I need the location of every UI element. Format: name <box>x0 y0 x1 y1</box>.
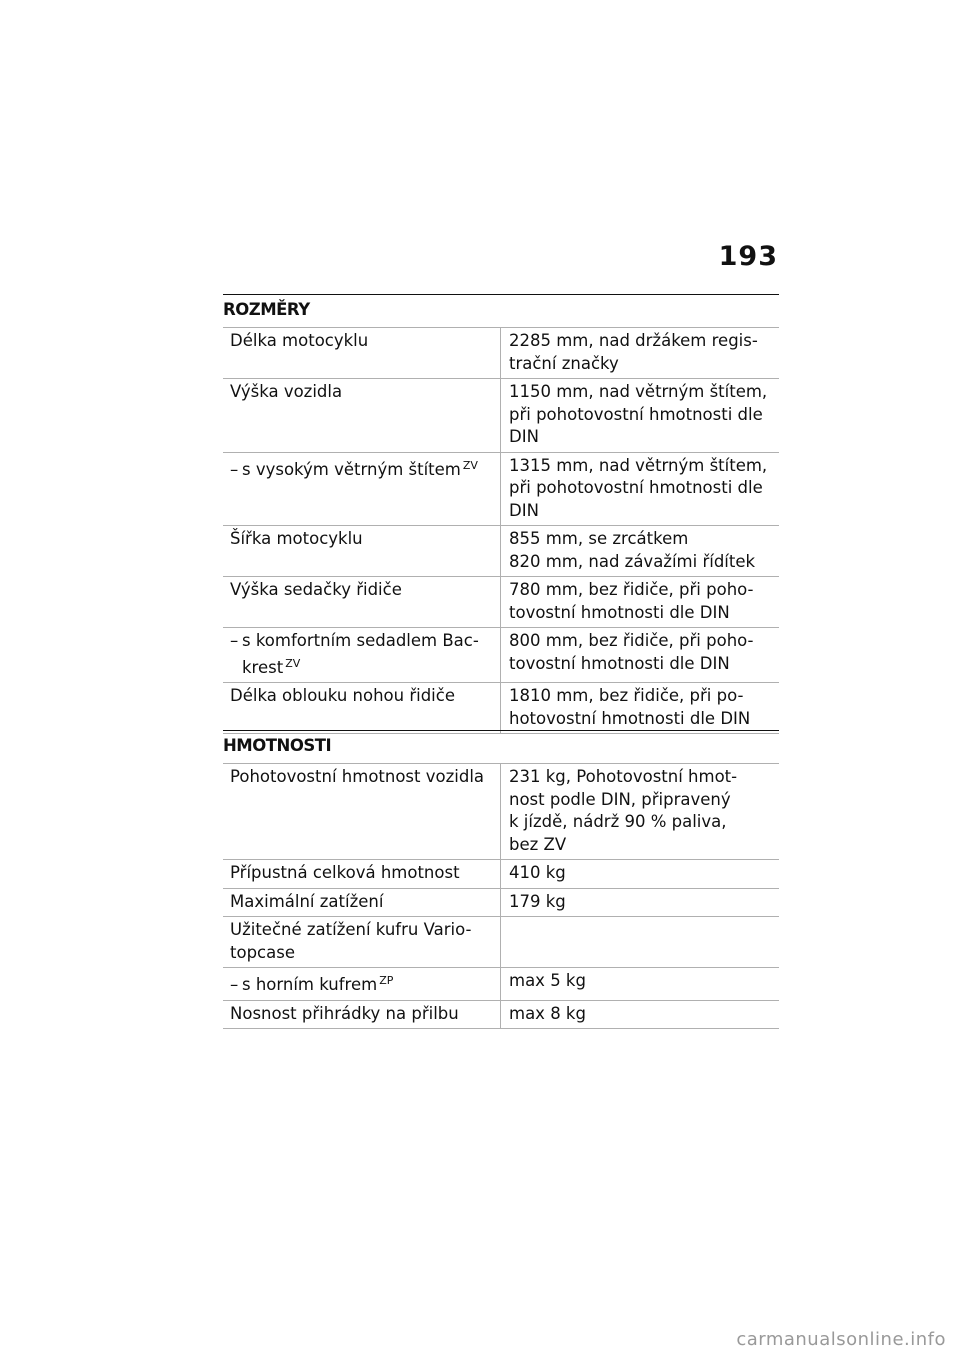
spec-label <box>230 767 484 786</box>
table-row <box>223 683 779 734</box>
spec-label-text: s komfortním sedadlem Bac- <box>242 631 479 650</box>
spec-value-line: 179 kg <box>509 891 566 911</box>
spec-label <box>230 580 402 599</box>
spec-label-cell <box>223 577 501 628</box>
table-row <box>223 888 779 917</box>
spec-label-text: s vysokým větrným štítem <box>242 459 461 479</box>
spec-value-line: 2285 mm, nad držákem regis- <box>509 331 758 350</box>
spec-value-line: bez ZV <box>509 834 567 854</box>
dash-marker: – <box>230 459 239 479</box>
spec-value-cell <box>501 452 780 526</box>
spec-value-line: tovostní hmotnosti dle DIN <box>509 602 730 622</box>
spec-label-cell <box>223 968 501 1001</box>
table-row <box>223 379 779 453</box>
spec-label-cell <box>223 526 501 577</box>
spec-value-line: 1315 mm, nad větrným štítem, <box>509 455 768 475</box>
spec-value-line: 820 mm, nad závažími řídítek <box>509 551 756 571</box>
spec-label-cell <box>223 888 501 917</box>
spec-value-line: k jízdě, nádrž 90 % paliva, <box>509 812 727 831</box>
spec-value-line: 231 kg, Pohotovostní hmot- <box>509 767 738 786</box>
spec-value-line: při pohotovostní hmotnosti dle <box>509 478 763 497</box>
spec-value-line: při pohotovostní hmotnosti dle <box>509 404 763 424</box>
spec-label-text: Výška sedačky řidiče <box>230 580 402 599</box>
table-row <box>223 968 779 1001</box>
spec-label-text: Nosnost přihrádky na přilbu <box>230 1003 459 1023</box>
spec-label-text: Pohotovostní hmotnost vozidla <box>230 767 485 786</box>
spec-label-cell <box>223 628 501 683</box>
spec-label-text: Délka oblouku nohou řidiče <box>230 686 455 705</box>
spec-value-cell <box>501 577 780 628</box>
spec-label-cell <box>223 917 501 968</box>
spec-value-cell <box>501 888 780 917</box>
spec-value-line: 800 mm, bez řidiče, při poho- <box>509 631 754 650</box>
spec-value-cell <box>501 628 780 683</box>
spec-value-line: 780 mm, bez řidiče, při poho- <box>509 580 754 599</box>
table-row <box>223 860 779 889</box>
spec-value-line: DIN <box>509 500 539 520</box>
spec-value-line: DIN <box>509 427 539 446</box>
table-row <box>223 526 779 577</box>
equipment-marker: ZP <box>379 974 394 987</box>
weights-section <box>223 730 779 1029</box>
spec-value-cell <box>501 526 780 577</box>
spec-label <box>230 331 368 350</box>
table-row <box>223 764 779 860</box>
page-number: 193 <box>718 241 778 272</box>
spec-label-text: Délka motocyklu <box>230 331 369 350</box>
spec-value-line: 1150 mm, nad větrným štítem, <box>509 382 768 401</box>
section-title: ROZMĚRY <box>223 300 310 319</box>
spec-label-text: Přípustná celková hmotnost <box>230 863 460 882</box>
spec-value-cell <box>501 328 780 379</box>
spec-label <box>230 686 455 705</box>
spec-value-cell <box>501 968 780 1001</box>
spec-value-line: max 8 kg <box>509 1003 586 1023</box>
spec-value-cell <box>501 683 780 734</box>
equipment-marker: ZV <box>285 656 301 670</box>
weights-table <box>223 763 779 1029</box>
spec-value-line: 1810 mm, bez řidiče, při po- <box>509 686 744 705</box>
spec-label-cell <box>223 764 501 860</box>
spec-label-cell <box>223 683 501 734</box>
spec-label-cell <box>223 1000 501 1029</box>
spec-label-text: Maximální zatížení <box>230 891 384 911</box>
spec-value-line: tovostní hmotnosti dle DIN <box>509 653 730 673</box>
spec-label <box>230 1004 459 1023</box>
dimensions-section <box>223 294 779 734</box>
spec-value-cell <box>501 917 780 968</box>
spec-value-cell <box>501 1000 780 1029</box>
table-row <box>223 328 779 379</box>
table-row <box>223 577 779 628</box>
table-row <box>223 452 779 526</box>
spec-label-text: Výška vozidla <box>230 382 343 401</box>
spec-value-cell <box>501 764 780 860</box>
spec-label <box>230 630 494 679</box>
spec-label <box>230 863 460 882</box>
watermark-footer: carmanualsonline.info <box>736 1329 946 1350</box>
spec-label-cell <box>223 379 501 453</box>
spec-label-text: s horním kufrem <box>242 975 378 994</box>
spec-value-cell <box>501 379 780 453</box>
spec-label <box>230 970 494 997</box>
spec-value-line: trační značky <box>509 353 619 373</box>
dimensions-table <box>223 327 779 734</box>
table-row <box>223 1000 779 1029</box>
spec-label-text-cont: krest <box>242 657 284 677</box>
spec-value-line: 855 mm, se zrcátkem <box>509 529 689 548</box>
spec-value-line: hotovostní hmotnosti dle DIN <box>509 708 751 728</box>
spec-label-cell <box>223 328 501 379</box>
spec-label <box>230 382 342 401</box>
table-row <box>223 917 779 968</box>
dash-marker: – <box>230 631 239 650</box>
spec-label-cell <box>223 860 501 889</box>
dash-marker: – <box>230 975 239 994</box>
spec-label-text-cont: topcase <box>230 942 295 962</box>
spec-label-cell <box>223 452 501 526</box>
table-row <box>223 628 779 683</box>
spec-value-line: nost podle DIN, připravený <box>509 789 731 809</box>
spec-value-line: 410 kg <box>509 863 566 882</box>
spec-label-text: Šířka motocyklu <box>230 529 363 548</box>
spec-label <box>230 455 494 482</box>
equipment-marker: ZV <box>462 458 478 472</box>
spec-label <box>230 920 471 962</box>
section-title: HMOTNOSTI <box>223 736 332 755</box>
spec-label <box>230 529 363 548</box>
spec-label-text: Užitečné zatížení kufru Vario- <box>230 920 472 939</box>
spec-value-cell <box>501 860 780 889</box>
spec-label <box>230 892 383 911</box>
spec-value-line: max 5 kg <box>509 971 586 990</box>
